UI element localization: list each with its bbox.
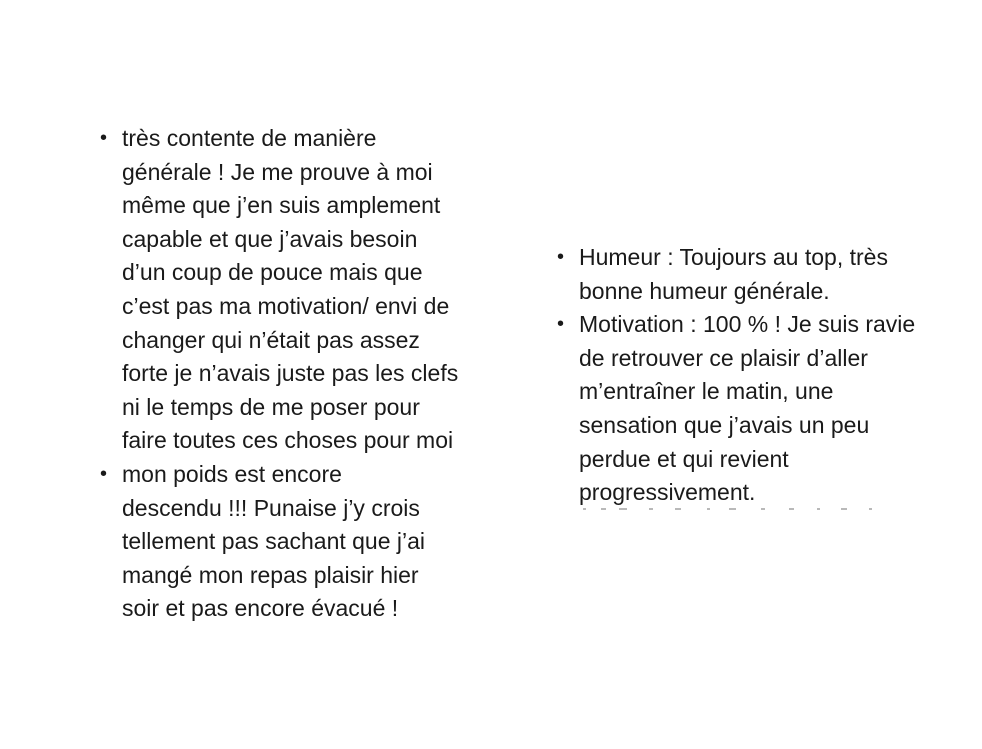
- bullet: •: [100, 127, 108, 149]
- text-line: Motivation : 100 % ! Je suis ravie: [579, 311, 916, 338]
- text-line: faire toutes ces choses pour moi: [122, 427, 454, 454]
- text-line: tellement pas sachant que j’ai: [122, 528, 426, 555]
- text-line: capable et que j’avais besoin: [122, 225, 418, 252]
- text-line: sensation que j’avais un peu: [579, 411, 870, 438]
- text-line: même que j’en suis amplement: [122, 192, 441, 219]
- list-item: [553, 308, 973, 510]
- text-line: forte je n’avais juste pas les clefs: [122, 360, 459, 387]
- right-bullet-list: [553, 241, 973, 510]
- clipped-text-fragment: [579, 508, 879, 514]
- text-line: générale ! Je me prouve à moi: [122, 158, 433, 185]
- text-line: très contente de manière: [122, 125, 377, 151]
- text-line: m’entraîner le matin, une: [579, 378, 834, 405]
- bullet: •: [100, 462, 108, 485]
- text-line: Humeur : Toujours au top, très: [579, 244, 888, 270]
- text-line: c’est pas ma motivation/ envi de: [122, 292, 450, 319]
- text-line: mon poids est encore: [122, 460, 342, 487]
- text-line: ni le temps de me poser pour: [122, 393, 420, 420]
- left-bullet-list: [96, 122, 516, 626]
- list-item: [553, 241, 973, 308]
- list-item: [96, 122, 516, 458]
- text-line: soir et pas encore évacué !: [122, 595, 399, 622]
- bullet: •: [557, 246, 565, 268]
- text-line: descendu !!! Punaise j’y crois: [122, 494, 420, 521]
- text-line: de retrouver ce plaisir d’aller: [579, 344, 868, 371]
- bullet: •: [557, 313, 565, 336]
- text-line: perdue et qui revient: [579, 445, 789, 472]
- text-line: progressivement.: [579, 479, 756, 506]
- text-line: changer qui n’était pas assez: [122, 326, 420, 353]
- text-line: bonne humeur générale.: [579, 277, 830, 304]
- list-item: [96, 458, 516, 626]
- text-line: mangé mon repas plaisir hier: [122, 561, 419, 588]
- text-line: d’un coup de pouce mais que: [122, 259, 423, 286]
